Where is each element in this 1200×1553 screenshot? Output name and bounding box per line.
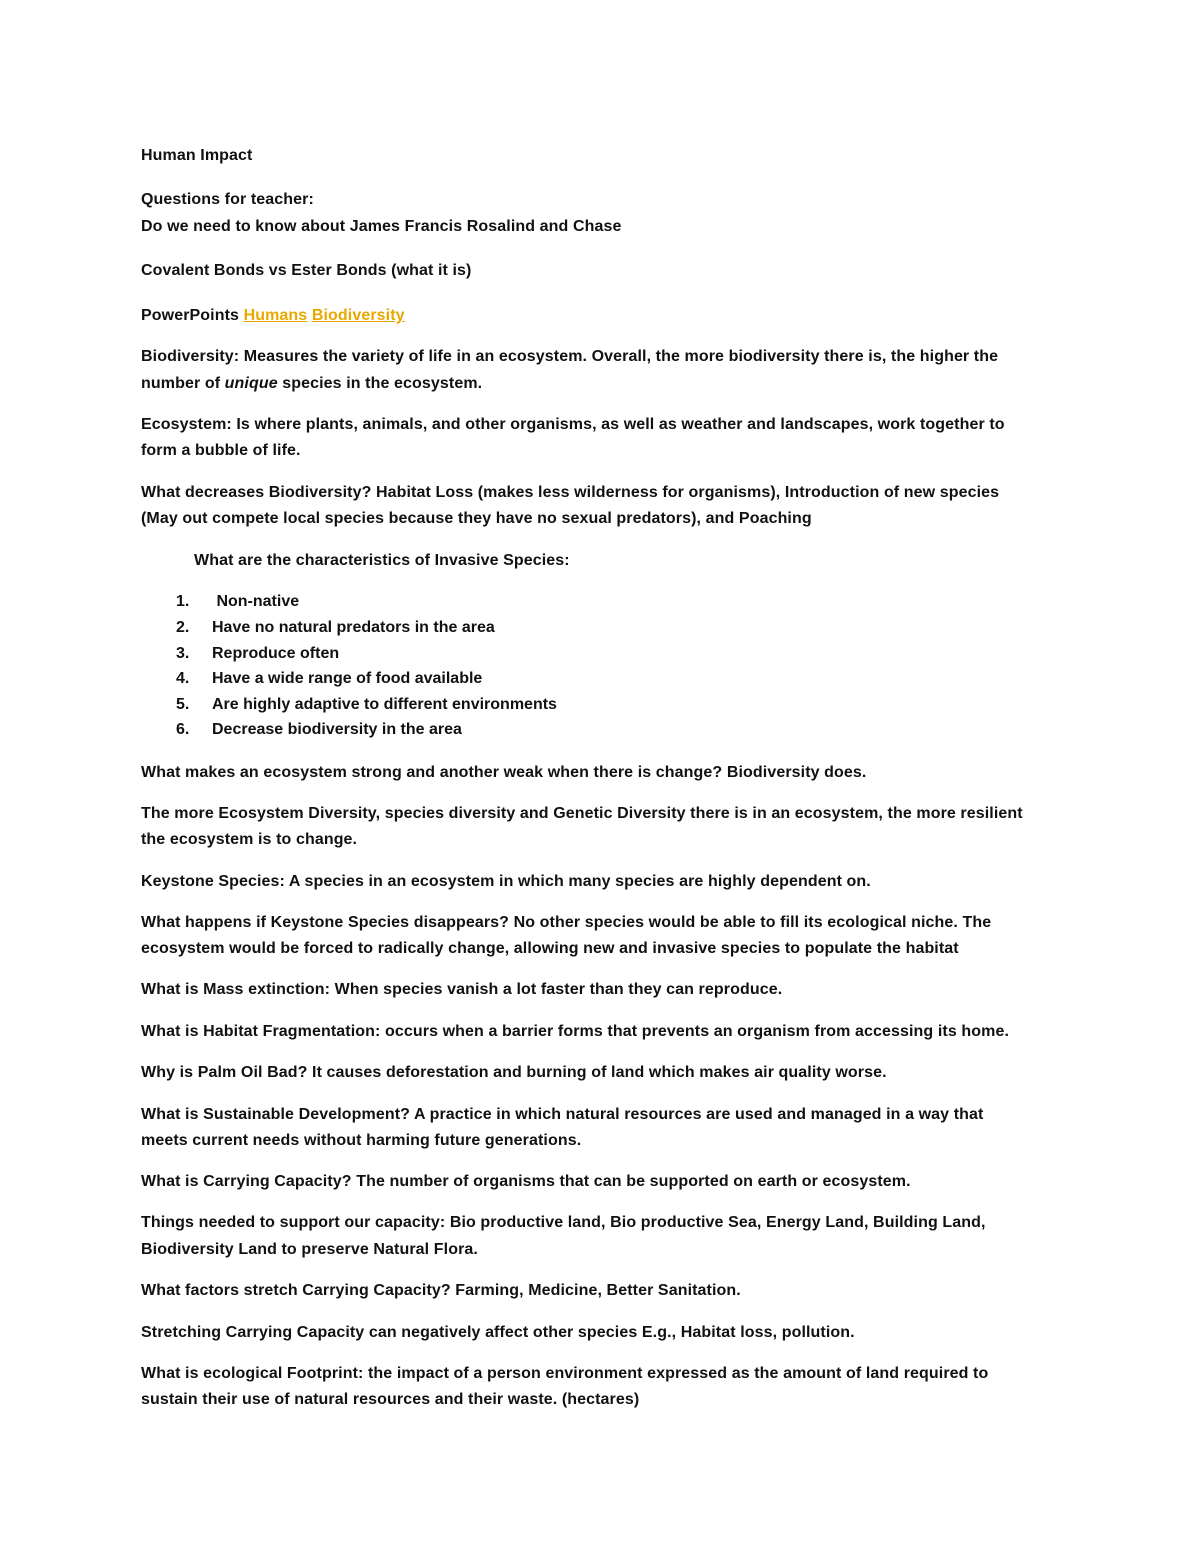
keystone-disappear-cont: ecosystem would be forced to radically change, allowing new and invasive species to populate the habitat [141,940,959,957]
invasive-header: What are the characteristics of Invasive Species: [194,552,570,569]
biodiversity-definition-cont [141,371,482,397]
list-item [176,615,495,641]
list-text: Are highly adaptive to different environments [212,696,557,713]
sustainable-line: What is Sustainable Development? A practice in which natural resources are used and managed in a way that [141,1106,984,1123]
resilient-line: The more Ecosystem Diversity, species diversity and Genetic Diversity there is in an ecosystem, the more resilient [141,805,1023,822]
list-text: Decrease biodiversity in the area [212,721,462,738]
list-number: 3. [176,645,190,662]
stretch-negative-line: Stretching Carrying Capacity can negatively affect other species E.g., Habitat loss, pollution. [141,1324,855,1341]
carrying-capacity-line: What is Carrying Capacity? The number of organisms that can be supported on earth or ecosystem. [141,1173,911,1190]
palm-oil-line: Why is Palm Oil Bad? It causes deforestation and burning of land which makes air quality worse. [141,1064,887,1081]
list-number: 5. [176,696,190,713]
ecosystem-definition: Ecosystem: Is where plants, animals, and other organisms, as well as weather and landscapes, work together to [141,416,1005,433]
questions-header: Questions for teacher: [141,191,314,208]
list-item [176,717,462,743]
biodiversity-definition: Biodiversity: Measures the variety of life in an ecosystem. Overall, the more biodiversity there is, the higher the [141,348,999,365]
resilient-line-cont: the ecosystem is to change. [141,831,358,848]
decreases-biodiversity-cont: (May out compete local species because they have no sexual predators), and Poaching [141,510,812,527]
list-number: 1. [176,593,190,610]
list-text: Have a wide range of food available [212,670,483,687]
text-span: species in the ecosystem. [277,375,483,392]
question-line: Covalent Bonds vs Ester Bonds (what it is) [141,262,472,279]
question-line: Do we need to know about James Francis Rosalind and Chase [141,218,622,235]
things-needed-line-cont: Biodiversity Land to preserve Natural Flora. [141,1241,478,1258]
document-title: Human Impact [141,147,253,164]
list-item [176,589,299,615]
list-item [176,666,482,692]
list-item [176,692,557,718]
biodiversity-link[interactable]: Biodiversity [311,307,405,324]
humans-link[interactable]: Humans [243,307,308,324]
things-needed-line: Things needed to support our capacity: Bio productive land, Bio productive Sea, Energy Land, Building Land, [141,1214,986,1231]
mass-extinction-line: What is Mass extinction: When species vanish a lot faster than they can reproduce. [141,981,783,998]
decreases-biodiversity: What decreases Biodiversity? Habitat Loss (makes less wilderness for organisms), Introduction of new species [141,484,1000,501]
keystone-disappear: What happens if Keystone Species disappears? No other species would be able to fill its ecological niche. The [141,914,992,931]
list-text: Have no natural predators in the area [212,619,495,636]
list-number: 2. [176,619,190,636]
powerpoints-label: PowerPoints [141,307,240,324]
powerpoints-line [141,303,405,329]
list-text: Non-native [212,593,300,610]
keystone-definition: Keystone Species: A species in an ecosystem in which many species are highly dependent on. [141,873,871,890]
list-number: 4. [176,670,190,687]
emphasis-text: unique [224,375,278,392]
list-number: 6. [176,721,190,738]
sustainable-line-cont: meets current needs without harming future generations. [141,1132,582,1149]
ecosystem-definition-cont: form a bubble of life. [141,442,301,459]
list-text: Reproduce often [212,645,340,662]
footprint-line-cont: sustain their use of natural resources and their waste. (hectares) [141,1391,640,1408]
stretch-factors-line: What factors stretch Carrying Capacity? Farming, Medicine, Better Sanitation. [141,1282,741,1299]
strong-weak-line: What makes an ecosystem strong and another weak when there is change? Biodiversity does. [141,764,867,781]
fragmentation-line: What is Habitat Fragmentation: occurs when a barrier forms that prevents an organism from accessing its home. [141,1023,1009,1040]
list-item [176,641,339,667]
footprint-line: What is ecological Footprint: the impact of a person environment expressed as the amount of land required to [141,1365,989,1382]
text-span: number of [141,375,225,392]
